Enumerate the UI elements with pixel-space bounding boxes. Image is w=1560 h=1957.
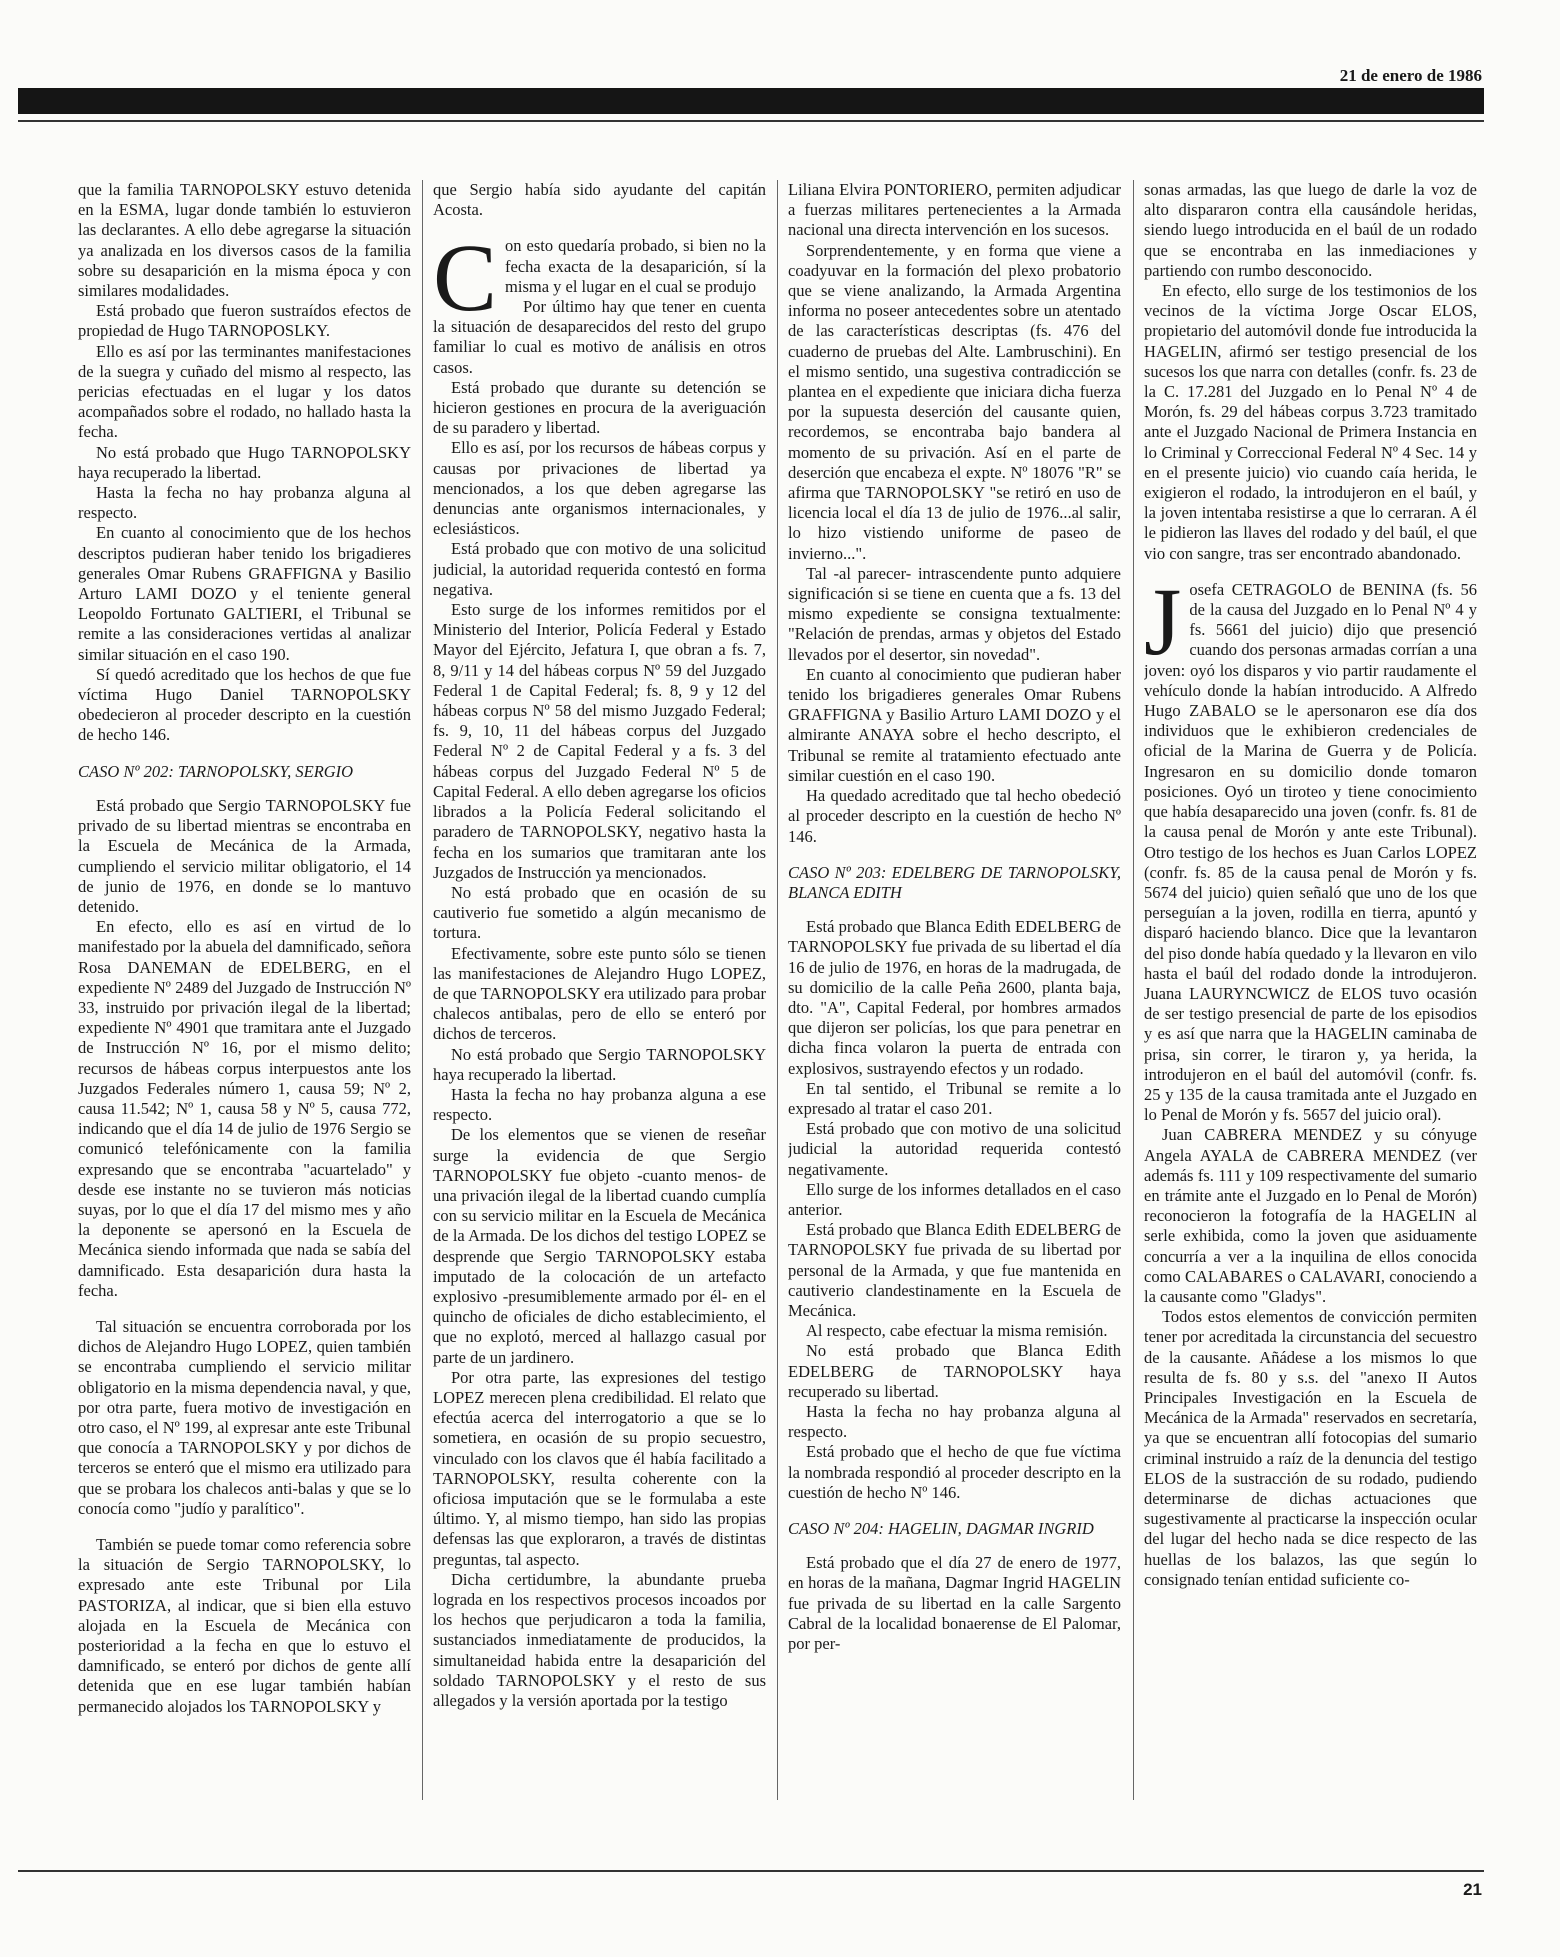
column-4: [1144, 180, 1477, 1790]
paragraph: Tal situación se encuentra corroborada por los dichos de Alejandro Hugo LOPEZ, quien también se encontraba cumpliendo el servicio militar obligatorio en la misma dependencia naval, y que, por otra parte, fuera motivo de investigación en otro caso, el Nº 199, al expresar ante este Tribunal que conocía a TARNOPOLSKY y por dichos de terceros se enteró que el mismo era utilizado para que se probara los chalecos anti-balas y que se lo conocía como "judío y paralítico".: [78, 1316, 411, 1518]
paragraph: En tal sentido, el Tribunal se remite a lo expresado al tratar el caso 201.: [788, 1078, 1121, 1118]
paragraph: También se puede tomar como referencia sobre la situación de Sergio TARNOPOLSKY, lo expresado ante este Tribunal por Lila PASTORIZA, al indicar, que si bien ella estuvo alojada en la Escuela de Mecánica con posterioridad a la fecha en que lo estuvo el damnificado, se enteró por dichos de gente allí detenida que en ese lugar también habían permanecido alojados los TARNOPOLSKY y: [78, 1535, 411, 1716]
paragraph: Todos estos elementos de convicción permiten tener por acreditada la circunstancia del secuestro de la causante. Añádese a los mismos lo que resulta de fs. 80 y s.s. del "anexo II Autos Principales Investigación en la Escuela de Mecánica de la Armada" reservados en secretaría, ya que se encuentran allí fotocopias del sumario criminal instruido a raíz de la denuncia del testigo ELOS de la sustracción de su rodado, pudiendo determinarse de dichas actuaciones que sugestivamente al practicarse la inspección ocular del lugar del hecho nada se dice respecto de las huellas de los balazos, las que según lo consignado tenían entidad suficiente co-: [1144, 1307, 1477, 1589]
paragraph: Está probado que fueron sustraídos efectos de propiedad de Hugo TARNOPOSLKY.: [78, 301, 411, 341]
paragraph: Sí quedó acreditado que los hechos de que fue víctima Hugo Daniel TARNOPOLSKY obedecieron al proceder descripto en la cuestión de hecho 146.: [78, 664, 411, 745]
paragraph: Tal -al parecer- intrascendente punto adquiere significación si se tiene en cuenta que a fs. 13 del mismo expediente se consigna textualmente: "Relación de prendas, armas y objetos del Estado llevados por el desertor, sin novedad".: [788, 563, 1121, 664]
column-rule: [777, 180, 778, 1800]
column-1: [78, 180, 411, 1790]
paragraph: Hasta la fecha no hay probanza alguna al respecto.: [78, 483, 411, 523]
header-date: 21 de enero de 1986: [1339, 66, 1482, 85]
paragraph: Está probado que durante su detención se hicieron gestiones en procura de la averiguación de su paradero y libertad.: [433, 377, 766, 438]
drop-cap: J: [1144, 567, 1182, 675]
paragraph: Liliana Elvira PONTORIERO, permiten adjudicar a fuerzas militares pertenecientes a la Armada nacional una directa intervención en los sucesos.: [788, 180, 1121, 240]
footer-divider: [18, 1870, 1484, 1872]
paragraph: sonas armadas, las que luego de darle la voz de alto dispararon contra ella causándole heridas, siendo luego introducida en el baúl de un rodado que se encontraba en las inmediaciones y partiendo con rumbo desconocido.: [1144, 180, 1477, 280]
header-bar: [18, 88, 1484, 114]
paragraph: En cuanto al conocimiento que de los hechos descriptos pudieran haber tenido los brigadieres generales Omar Rubens GRAFFIGNA y Basilio Arturo LAMI DOZO y el teniente general Leopoldo Fortunato GALTIERI, el Tribunal se remite a las consideraciones vertidas al analizar similar situación en el caso 190.: [78, 523, 411, 664]
case-heading: CASO Nº 204: HAGELIN, DAGMAR INGRID: [788, 1519, 1094, 1538]
paragraph: Por último hay que tener en cuenta la situación de desaparecidos del resto del grupo familiar lo cual es motivo de análisis en otros casos.: [433, 297, 766, 377]
paragraph-text: osefa CETRAGOLO de BENINA (fs. 56 de la causa del Juzgado en lo Penal Nº 4 y fs. 5661 del juicio) dijo que presenció cuando dos personas armadas corrían a una joven: oyó los disparos y vio partir raudamente el vehículo donde la habían introducido. A Alfredo Hugo ZABALO se le apersonaron ese día dos individuos que le exhibieron credenciales de oficial de la Marina de Guerra y de Policía. Ingresaron en su domicilio donde tomaron posiciones. Oyó un tiroteo y tiene conocimiento que había desaparecido una joven (confr. fs. 81 de la causa penal de Morón y ante este Tribunal). Otro testigo de los hechos es Juan Carlos LOPEZ (confr. fs. 85 de la causa penal de Morón y fs. 5674 del juicio) quien señaló que uno de los que perseguían a la joven, rodilla en tierra, apuntó y disparó haciendo blanco. Dice que la levantaron del piso donde había quedado y la llevaron en vilo hasta el baúl del rodado donde la introdujeron. Juana LAURYNCWICZ de ELOS tuvo ocasión de ser testigo presencial de parte de los episodios y es así que narra que la HAGELIN caminaba de prisa, sin correr, le tiraron y, ya herida, la introdujeron en el baúl del automóvil (confr. fs. 25 y 135 de la causa tramitada ante el Juzgado en lo Penal de Morón y fs. 5657 del juicio oral).: [1144, 579, 1477, 1125]
paragraph: No está probado que en ocasión de su cautiverio fue sometido a algún mecanismo de tortura.: [433, 882, 766, 943]
paragraph: Efectivamente, sobre este punto sólo se tienen las manifestaciones de Alejandro Hugo LOPEZ, de que TARNOPOLSKY era utilizado para probar chalecos antibalas, pero de ello se enteró por dichos de terceros.: [433, 943, 766, 1044]
paragraph: Esto surge de los informes remitidos por el Ministerio del Interior, Policía Federal y Estado Mayor del Ejército, Jefatura I, que obran a fs. 7, 8, 9/11 y 14 del hábeas corpus Nº 59 del Juzgado Federal 1 de Capital Federal; fs. 8, 9 y 12 del hábeas corpus Nº 58 del mismo Juzgado Federal; fs. 9, 10, 11 del hábeas corpus del Juzgado Federal Nº 2 de Capital Federal y a fs. 3 del hábeas corpus del Juzgado Federal Nº 5 de Capital Federal. A ello deben agregarse los oficios librados a la Policía Federal solicitando el paradero de TARNOPOLSKY, negativo hasta la fecha en los sumarios que tramitaran ante los Juzgados de Instrucción ya mencionados.: [433, 600, 766, 882]
paragraph: Al respecto, cabe efectuar la misma remisión.: [806, 1321, 1108, 1341]
paragraph: Está probado que el día 27 de enero de 1977, en horas de la mañana, Dagmar Ingrid HAGELIN fue privada de su libertad en la calle Sargento Cabral de la localidad bonaerense de El Palomar, por per-: [788, 1553, 1121, 1654]
column-rule: [422, 180, 423, 1800]
paragraph: En efecto, ello surge de los testimonios de los vecinos de la víctima Jorge Oscar ELOS, propietario del automóvil donde fue introducida la HAGELIN, afirmó ser testigo presencial de los sucesos los que narra con detalles (confr. fs. 23 de la C. 17.281 del Juzgado en lo Penal Nº 4 de Morón, fs. 29 del hábeas corpus 3.723 tramitado ante el Juzgado Nacional de Primera Instancia en lo Criminal y Correccional Federal Nº 4 Sec. 14 y en el presente juicio) vio cuando caía herida, le exigieron el rodado, la introdujeron en el baúl, y la joven intentaba resistirse a que lo cerraran. A él le pidieron las llaves del rodado y del baúl, el que vio con sangre, tras ser encontrado abandonado.: [1144, 281, 1477, 563]
header-divider: [18, 120, 1484, 122]
paragraph: Dicha certidumbre, la abundante prueba lograda en los respectivos procesos incoados por los hechos que perjudicaron a toda la familia, sustanciados inmediatamente de producidos, la simultaneidad habida entre la desaparición del soldado TARNOPOLSKY y el resto de sus allegados y la versión aportada por la testigo: [433, 1569, 766, 1711]
paragraph: Ello es así por las terminantes manifestaciones de la suegra y cuñado del mismo al respecto, las pericias efectuadas en el lugar y los datos acompañados sobre el rodado, no hallado hasta la fecha.: [78, 341, 411, 442]
case-heading: CASO Nº 203: EDELBERG DE TARNOPOLSKY, BLANCA EDITH: [788, 862, 1121, 902]
paragraph: En cuanto al conocimiento que pudieran haber tenido los brigadieres generales Omar Rubens GRAFFIGNA y Basilio Arturo LAMI DOZO y el almirante ANAYA sobre el hecho descripto, el Tribunal se remite al tratamiento efectuado ante similar cuestión en el caso 190.: [788, 664, 1121, 785]
paragraph: que Sergio había sido ayudante del capitán Acosta.: [433, 180, 766, 220]
article-body: [78, 180, 1478, 1780]
column-2: [433, 180, 766, 1790]
paragraph: que la familia TARNOPOLSKY estuvo detenida en la ESMA, lugar donde también lo estuvieron las declarantes. A ello debe agregarse la situación ya analizada en los diversos casos de la familia sobre su desaparición en la misma época y con similares modalidades.: [78, 180, 411, 301]
paragraph: Juan CABRERA MENDEZ y su cónyuge Angela AYALA de CABRERA MENDEZ (ver además fs. 111 y 109 respectivamente del sumario en trámite ante el Juzgado en lo Penal de Morón) reconocieron la fotografía de la HAGELIN al serle exhibida, como la joven que asiduamente concurría a ver a la inquilina de ellos conocida como CALABARES o CALAVARI, conociendo a la causante como "Gladys".: [1144, 1125, 1477, 1306]
paragraph: De los elementos que se vienen de reseñar surge la evidencia de que Sergio TARNOPOLSKY fue objeto -cuanto menos- de una privación ilegal de la libertad cuando cumplía con su servicio militar en la Escuela de Mecánica de la Armada. De los dichos del testigo LOPEZ se desprende que Sergio TARNOPOLSKY estaba imputado de la colocación de un artefacto explosivo -presumiblemente armado por él- en el quincho de oficiales de dicho establecimiento, el que no explotó, merced al hallazgo casual por parte de un jardinero.: [433, 1125, 766, 1367]
paragraph: No está probado que Sergio TARNOPOLSKY haya recuperado la libertad.: [433, 1044, 766, 1084]
paragraph: Por otra parte, las expresiones del testigo LOPEZ merecen plena credibilidad. El relato que efectúa acerca del interrogatorio a que se lo sometiera, en ocasión de su propio secuestro, vinculado con los clavos que él había facilitado a TARNOPOLSKY, resulta coherente con la oficiosa imputación que se le formulaba a este último. Y, al mismo tiempo, han sido las propias defensas las que exploraron, a través de distintas preguntas, tal aspecto.: [433, 1367, 766, 1569]
paragraph: En efecto, ello es así en virtud de lo manifestado por la abuela del damnificado, señora Rosa DANEMAN de EDELBERG, en el expediente Nº 2489 del Juzgado de Instrucción Nº 33, instruido por privación ilegal de la libertad; expediente Nº 4901 que tramitara ante el Juzgado de Instrucción Nº 16, por el mismo delito; recursos de hábeas corpus interpuestos ante los Juzgados Federales número 1, causa 59; Nº 2, causa 11.542; Nº 1, causa 58 y Nº 5, causa 772, indicando que el día 14 de julio de 1976 Sergio se comunicó telefónicamente con la familia expresando que se encontraba "acuartelado" y desde ese instante no se tuvieron más noticias suyas, por lo que el día 17 del mismo mes y año la deponente se apersonó en la Escuela de Mecánica siendo informada que nada se sabía del damnificado. Esta desaparición dura hasta la fecha.: [78, 917, 411, 1300]
paragraph-text: on esto quedaría probado, si bien no la fecha exacta de la desaparición, sí la misma y el lugar en el cual se produjo: [505, 236, 766, 296]
paragraph: No está probado que Hugo TARNOPOLSKY haya recuperado la libertad.: [78, 442, 411, 482]
page-number: 21: [1463, 1880, 1482, 1899]
case-heading: CASO Nº 202: TARNOPOLSKY, SERGIO: [78, 761, 354, 781]
paragraph: [1144, 567, 1477, 1125]
paragraph: Está probado que el hecho de que fue víctima la nombrada respondió al proceder descripto en la cuestión de hecho Nº 146.: [788, 1442, 1121, 1502]
paragraph: Ha quedado acreditado que tal hecho obedeció al proceder descripto en la cuestión de hecho Nº 146.: [788, 786, 1121, 846]
column-rule: [1133, 180, 1134, 1800]
paragraph: Está probado que con motivo de una solicitud judicial la autoridad requerida contestó negativamente.: [788, 1119, 1121, 1179]
paragraph: [433, 224, 766, 332]
paragraph: Ello es así, por los recursos de hábeas corpus y causas por privaciones de libertad ya mencionados, a los que deben agregarse las denuncias ante organismos internacionales, y eclesiásticos.: [433, 438, 766, 539]
paragraph: Ello surge de los informes detallados en el caso anterior.: [788, 1179, 1121, 1219]
paragraph: Está probado que con motivo de una solicitud judicial, la autoridad requerida contestó en forma negativa.: [433, 539, 766, 599]
paragraph: Está probado que Blanca Edith EDELBERG de TARNOPOLSKY fue privada de su libertad el día 16 de julio de 1976, en horas de la madrugada, de su domicilio de la calle Peña 2600, planta baja, dto. "A", Capital Federal, por hombres armados que dijeron ser policías, los que para penetrar en dicha finca volaron la puerta de entrada con explosivos, sustrayendo efectos y un rodado.: [788, 917, 1121, 1078]
paragraph: Hasta la fecha no hay probanza alguna a ese respecto.: [433, 1084, 766, 1125]
paragraph: No está probado que Blanca Edith EDELBERG de TARNOPOLSKY haya recuperado su libertad.: [788, 1341, 1121, 1401]
paragraph: Está probado que Sergio TARNOPOLSKY fue privado de su libertad mientras se encontraba en la Escuela de Mecánica de la Armada, cumpliendo el servicio militar obligatorio, el 14 de junio de 1976, en donde se lo mantuvo detenido.: [78, 795, 411, 916]
paragraph: Está probado que Blanca Edith EDELBERG de TARNOPOLSKY fue privada de su libertad por personal de la Armada, y que fue mantenida en cautiverio clandestinamente en la Escuela de Mecánica.: [788, 1220, 1121, 1320]
paragraph: Sorprendentemente, y en forma que viene a coadyuvar en la formación del plexo probatorio que se viene analizando, la Armada Argentina informa no poseer antecedentes sobre un atentado de las características descriptas (fs. 476 del cuaderno de pruebas del Alte. Lambruschini). En el mismo sentido, una sugestiva contradicción se plantea en el expediente que iniciara dicha fuerza por la supuesta deserción del causante quien, recordemos, se encontraba bajo bandera al momento de su privación. Así en el parte de deserción que encabeza el expte. Nº 18076 "R" se afirma que TARNOPOLSKY "se retiró en uso de licencia local el día 13 de julio de 1976...al salir, lo hizo vistiendo uniforme de paseo de invierno...".: [788, 240, 1121, 563]
paragraph: Hasta la fecha no hay probanza alguna al respecto.: [788, 1401, 1121, 1442]
column-3: [788, 180, 1121, 1790]
drop-cap: C: [433, 224, 498, 332]
